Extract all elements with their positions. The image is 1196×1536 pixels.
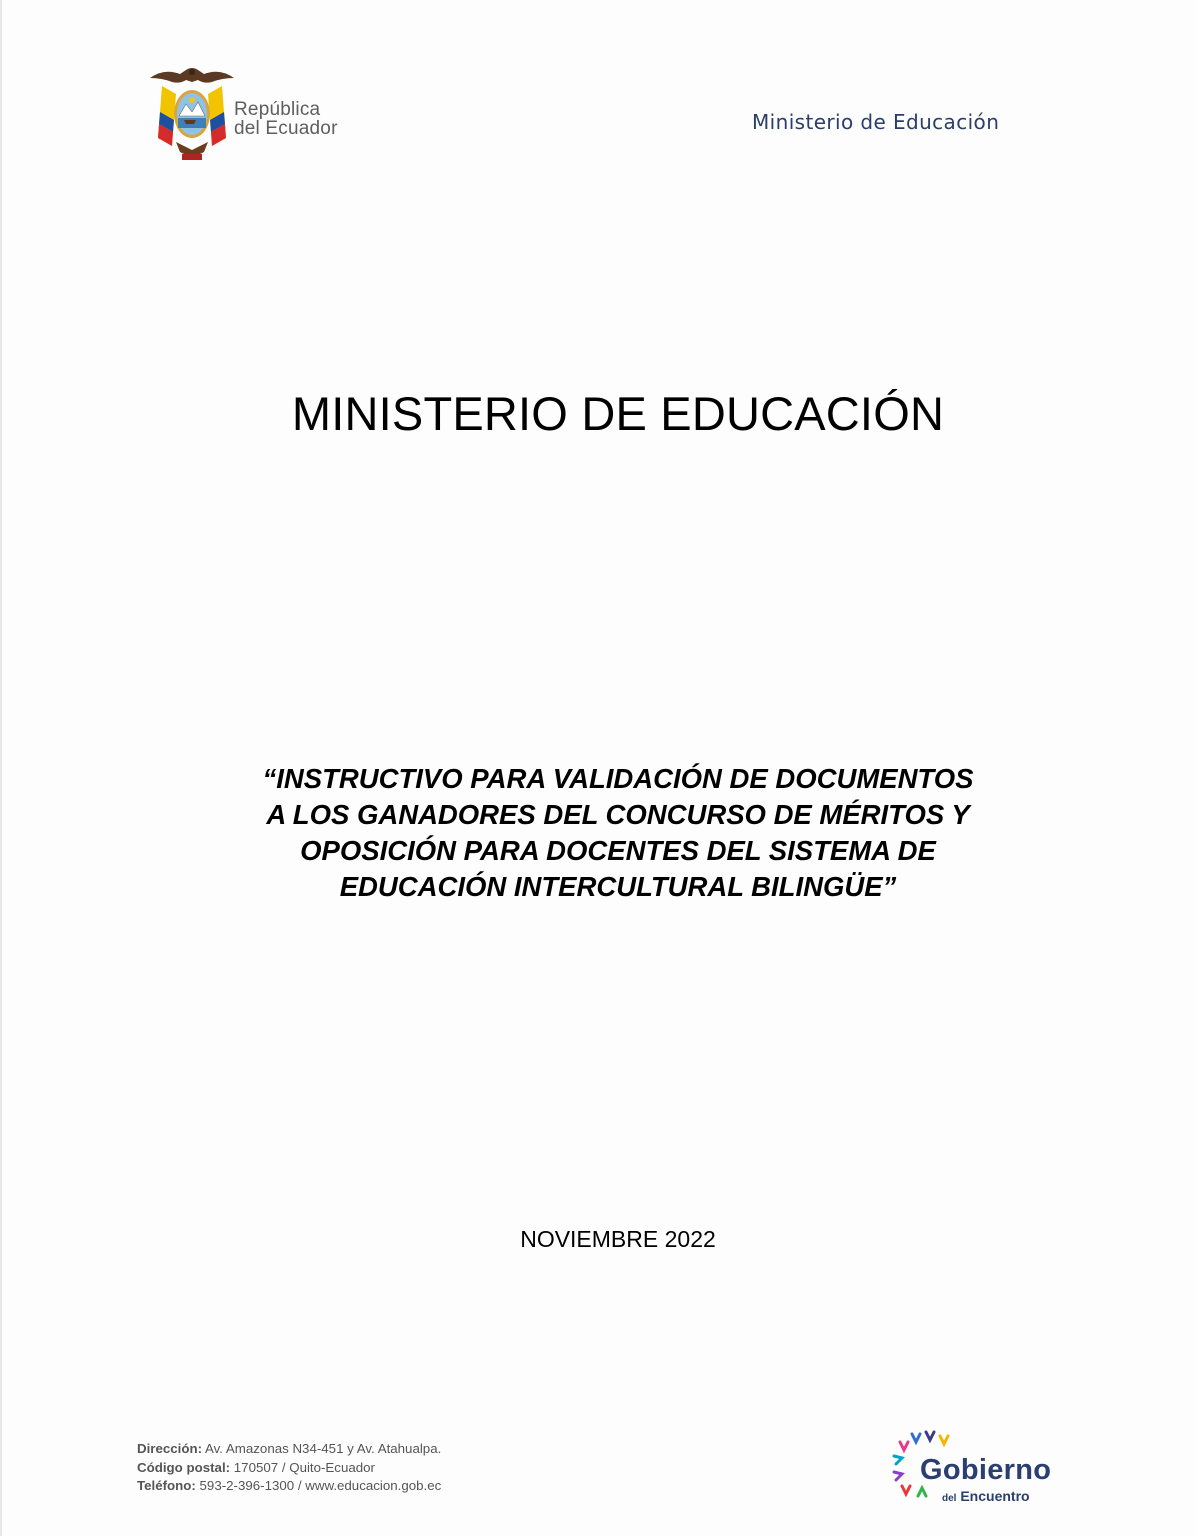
postal-label: Código postal: xyxy=(137,1459,231,1475)
document-title-line-1: “INSTRUCTIVO PARA VALIDACIÓN DE DOCUMENTOS xyxy=(262,763,974,794)
republic-line-1: República xyxy=(234,99,321,120)
address-label: Dirección: xyxy=(137,1441,203,1456)
ministry-header: Ministerio de Educación xyxy=(752,110,1000,134)
document-title-line-2: A LOS GANADORES DEL CONCURSO DE MÉRITOS Y xyxy=(266,799,970,830)
republic-name xyxy=(234,100,338,138)
document-title-line-3: OPOSICIÓN PARA DOCENTES DEL SISTEMA DE xyxy=(300,835,936,866)
document-date: NOVIEMBRE 2022 xyxy=(520,1226,716,1252)
gobierno-sub-main: Encuentro xyxy=(956,1488,1030,1504)
phone-value: 593-2-396-1300 / www.educacion.gob.ec xyxy=(195,1478,442,1493)
gobierno-sub-prefix: del xyxy=(942,1493,957,1504)
footer-address xyxy=(137,1440,441,1496)
gobierno-subtitle xyxy=(942,1488,1030,1504)
coat-of-arms-icon xyxy=(146,66,238,164)
postal-value: 170507 / Quito-Ecuador xyxy=(230,1459,375,1475)
page-title: MINISTERIO DE EDUCACIÓN xyxy=(291,387,945,440)
republic-line-2: del Ecuador xyxy=(234,118,338,139)
phone-label: Teléfono: xyxy=(137,1478,196,1493)
address-value: Av. Amazonas N34-451 y Av. Atahualpa. xyxy=(202,1441,442,1456)
address-line xyxy=(137,1440,441,1459)
republic-logo xyxy=(146,66,376,166)
document-title xyxy=(200,761,1036,905)
document-title-line-4: EDUCACIÓN INTERCULTURAL BILINGÜE” xyxy=(339,871,897,902)
postal-line xyxy=(137,1459,441,1478)
page-edge xyxy=(0,0,2,1536)
gobierno-logo xyxy=(892,1430,1062,1510)
phone-line xyxy=(137,1477,441,1496)
gobierno-wordmark: Gobierno xyxy=(920,1454,1052,1486)
